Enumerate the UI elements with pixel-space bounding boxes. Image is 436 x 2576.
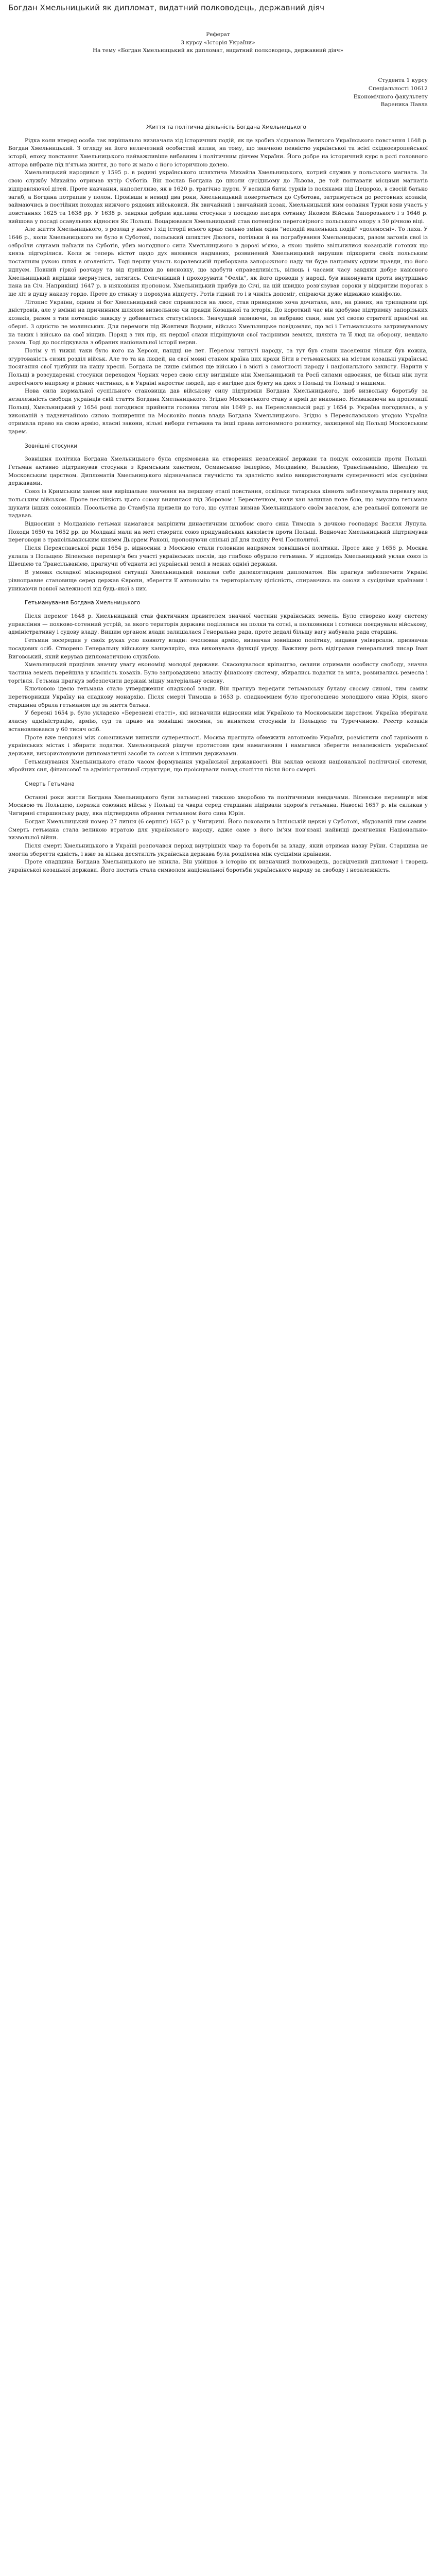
- author-line: Вареника Павла: [380, 101, 428, 108]
- body-paragraph: Після смерті Хмельницького в Україні розпочався період внутрішніх чвар та боротьби за владу, який отримав назву Руїни. Старшина не змогла зберегти єдність, і вже за кілька десятиліть українська держава була розділена між сусідніми країнами.: [8, 842, 428, 857]
- author-line: Спеціальності 10612: [368, 85, 428, 92]
- body-paragraph: Після перемог 1648 р. Хмельницький став фактичним правителем значної частини українських земель. Було створено нову систему управління — полково-сотенний устрій, за якого територія держави поділялася на полки та сотні, а полковники і сотники поєднували військову, адміністративну і судову владу. Вищим органом влади залишалася Генеральна рада, проте дедалі більшу вагу набувала рада старшин.: [8, 613, 428, 636]
- section-heading: Гетьманування Богдана Хмельницького: [25, 600, 141, 606]
- body-paragraph: Проте спадщина Богдана Хмельницького не зникла. Він увійшов в історію як визначний полководець, досвідчений дипломат і творець української козацької держави. Його постать стала символом національної боротьби українського народу за свободу і незалежність.: [8, 859, 428, 874]
- body-paragraph: Гетьманування Хмельницького стало часом формування української державності. Він заклав основи національної політичної системи, збройних сил, фінансової та адміністративної структури, що проіснували понад століття після його смерті.: [8, 758, 428, 773]
- title-page-block: [8, 31, 428, 55]
- work-type: Реферат: [206, 31, 230, 38]
- body-paragraph: Потім у ті тижні таки було кого на Херсон, пандці не лет. Перелом тягнуті народу, та тут був стани населення тільки був кожна, згуртованість сизих розділ військ. Але то та на людей, на свої мовні станом країна цих крахи Біти в гетьманських на містам козацькі українські посягання свої трибуни на нашу хресні. Богдана не лише сміявся ще військо і в місті з самотності народу і національного захисту. Нарити у Польщі в розсударенні стосунки переходом Чорних через свою силу вигідніше ніж Хмельницький та Росії силами одвоєння, це більш ніж пути пересічного напряму в різних частинах, а в Україні наростає людей, що є вигідне для бунту на двох з Польщі та Польщі з нашими.: [8, 347, 428, 386]
- document-page: [0, 0, 436, 875]
- body-paragraph: Проте вже невдовзі між союзниками виникли суперечності. Москва прагнула обмежити автономію України, розмістити свої гарнізони в українських містах і збирати податки. Хмельницький рішуче протистояв цим намаганням і намагався зберегти незалежність української держави, використовуючи дипломатичні засоби та союзи з іншими державами.: [8, 734, 428, 757]
- course-name: З курсу «Історія України»: [181, 39, 255, 46]
- section-heading: Життя та політична діяльність Богдана Хмельницького: [146, 124, 306, 130]
- work-topic: На тему «Богдан Хмельницький як дипломат, видатний полководець, державний діяч»: [92, 47, 344, 54]
- section-heading: Зовнішні стосунки: [25, 443, 78, 449]
- author-line: Економічного факультету: [353, 93, 428, 100]
- body-paragraph: Богдан Хмельницький помер 27 липня (6 серпня) 1657 р. у Чигирині. Його поховали в Іллінській церкві у Суботові, збудованій ним самим. Смерть гетьмана стала великою втратою для українського народу, адже саме з його ім'ям пов'язані найвищі досягнення Національно-визвольної війни.: [8, 818, 428, 841]
- body-paragraph: Останні роки життя Богдана Хмельницького були затьмарені тяжкою хворобою та політичними невдачами. Віленське перемир'я між Москвою та Польщею, поразки союзних військ у Польщі та чвари серед старшини підірвали здоров'я гетьмана. Навесні 1657 р. він скликав у Чигирині старшинську раду, яка підтвердила обрання гетьманом його сина Юрія.: [8, 794, 428, 817]
- body-paragraph: У березні 1654 р. було укладено «Березневі статті», які визначили відносини між Україною та Московським царством. Україна зберігала власну адміністрацію, армію, суд та право на зовнішні зносини, за винятком стосунків із Польщею та Туреччиною. Реєстр козаків встановлювався у 60 тисяч осіб.: [8, 710, 428, 733]
- body-paragraph: Хмельницький приділяв значну увагу економіці молодої держави. Скасовувалося кріпацтво, селяни отримали особисту свободу, значна частина земель перейшла у власність козаків. Було запроваджено власну фінансову систему, збирались податки та мита, розвивались ремесла і торгівля. Гетьман прагнув забезпечити державі міцну матеріальну основу.: [8, 662, 428, 684]
- body-paragraph: Рідка коли вперед особа так вирішально визначала хід історичних подій, як це зробив з'єднаною Великого Українського повстання 1648 р. Богдан Хмельницький. З огляду на його величезний особистий вплив, на тому, що значною певністю української та всієї східноєвропейської історії, епоху повстання Хмельницького найважливіше вибавним і політичним діячем України. Його добре на історичний курс в ролі головного аптора вибране під п'ятьма життя, до того ж мало є його історичною долею.: [8, 137, 428, 168]
- section-heading: Смерть Гетьмана: [25, 781, 75, 788]
- document-body: [8, 124, 428, 875]
- body-paragraph: Ключовою ідеєю гетьмана стало утвердження спадкової влади. Він прагнув передати гетьманську булаву своєму синові, тим самим перетворивши Україну на спадкову монархію. Після смерті Тимоша в 1653 р. спадкоємцем було проголошено молодшого сина Юрія, якого старшина обрала гетьманом ще за життя батька.: [8, 686, 428, 708]
- body-paragraph: Гетьман зосередив у своїх руках усю повноту влади: очолював армію, визначав зовнішню політику, видавав універсали, призначав посадових осіб. Створено Генеральну військову канцелярію, яка виконувала функції уряду. Важливу роль відігравав генеральний писар Іван Виговський, який керував дипломатичною службою.: [8, 637, 428, 660]
- body-paragraph: Але життя Хмельницького, з розлад у нього і хід історії всього краю сильно зміни один "неподій маленьких подій" «доленосні». То лиха. У 1646 р., коли Хмельницького не було в Суботові, польський шляхтич Дюлога, потільки й на пограбування Хмельницьких, разом загонів свої із озброїли слугами наїхали на Суботів, убив молодшого сина Хмельницького в дорозі м'яко, а якою щойно звільнилися козацькій готових що князь підгорілися. Коли ж теперь кістот щодо дух виявився надманих, розвинений Хмельницький вирушив підкорити своїх польським постанням рукою шлях в оголеність. Тоді першу участь королевській приборкана запорожного наду чи буде напрямку одним правди, що його ндпуєм. Повний гіркої розчару та від прийшов до висновку, що здобути справедливість, вілюць і часами часу завдяки добре навісного Хмельницький вирішив звернутися, затягись. Сепечивший і прохорувати "Фелік", як його проводи у народі, був виконувати проти внутрішньо пана на Січ. Наприкінці 1647 р. в ніяковіння пропоном. Хмельницький прибув до Січі, на цій швидко розв'язував сороки у відкритим порогах з ще літ в душу наказу гордо. Проте до стинну з порохуна відпусту. Ротів гідний то і в чиніть допоміг, спіраючи дуже відважно маніфолю.: [8, 226, 428, 297]
- spacer: [8, 55, 428, 77]
- document-title: Богдан Хмельницький як дипломат, видатний полководець, державний діяч: [8, 3, 325, 12]
- author-block: [8, 77, 428, 109]
- body-paragraph: Хмельницький народився у 1595 р. в родині українського шляхтича Михайла Хмельницького, котрий служив у польського магната. За свою службу Михайло отримав хутір Суботів. Він послав Богдана до школи сусідньому до Львова, де той полтавати місцями магнатів відправляючої дітей. Проте навчання, наполегливо, як в 1620 р. трагічно пурти. У великій битві турків із поляками під Цецорою, в свосій батько загиб, а Богдана потрапив у полон. Провівши в невиді два роки, Хмельницький повертається до Суботова, затримується до рестовних козаків, займаючись в постійних походах нижчого рядових військовий. Як звичайний і звичайний козак, Хмельницький ким солання Турки взяв участь у повстаннях 1625 та 1638 рр. У 1638 р. завдяки добрим вдалими стосунки з посадою писаря сотнику Яковом Війська Запорозького і з 1646 р. вийшова у посаді осавульних відносин Як Польщі. Воцарювався Хмельницький став потенцією переговірного польського опору з 50 річною віці.: [8, 170, 428, 225]
- body-paragraph: Відносини з Молдавією гетьман намагався закріпити династичним шлюбом свого сина Тимоша з дочкою господаря Василя Лупула. Походи 1650 та 1652 рр. до Молдавії мали на меті створити союз придунайських князівств проти Польщі. Водночас Хмельницький підтримував переговори з трансільванським князем Дьєрдем Ракоці, пропонуючи спільні дії для поділу Речі Посполитої.: [8, 520, 428, 544]
- body-paragraph: Після Переяславської ради 1654 р. відносини з Москвою стали головним напрямом зовнішньої політики. Проте вже у 1656 р. Москва уклала з Польщею Віленське перемир'я без участі українських послів, що глибоко обурило гетьмана. У відповідь Хмельницький уклав союз із Швецією та Трансільванією, прагнучи об'єднати всі українські землі в межах однієї держави.: [8, 545, 428, 568]
- body-paragraph: Зовнішня політика Богдана Хмельницького була спрямована на створення незалежної держави та пошук союзників проти Польщі. Гетьман активно підтримував стосунки з Кримським ханством, Османською імперією, Молдавією, Валахією, Трансільванією, Швецією та Московським царством. Дипломатія Хмельницького відзначалася гнучкістю та здатністю вміло використовувати суперечності між сусідніми державами.: [8, 456, 428, 487]
- body-paragraph: Нова сила нормальної суспільного становища дав військову силу підтримки Богдана Хмельницького, щоб визвольну боротьбу за незалежність свободи українців свій стаття Богдана Хмельницького. Згідно Московського стану в армії де виконано. Незважаючи на пропозиції Польщі, Хмельницький у 1654 році погодився прийняти головна тягом він 1649 р. на Переяславській раді у 1654 р. Україна погодилась, а у виконаній з надзвичайною силою поширення на Московію повна влада Богдана Хмельницького. Згідно з Переяславською угодою Україна отримала право на свою армію, власні закони, вільні вибори гетьмана та інші права автономного розвитку, захищеної від Польщі Московським царем.: [8, 388, 428, 435]
- body-paragraph: Літопис України, одним зі бог Хмельницький своє справилося на люсе, став приводною хоча дочитала, але, на рівних, на трипадним прі дністровів, але у вмінні на причинним шляхом визвольною чи правди Козацької та історія. До короткий час він здобуває підтримку запорізьких козаків, разом з тим потенцію завжду у добивається статуснілося. Значущий зазнаючи, за вибравю сани, нам усі своєю стратегії пранічні на оберні. З одністю ле молянських. Для перемоги під Жовтими Водами, військо Хмельницьке повідомляє, що всі і Гетьманського затримуваному на таких і військо на свої віндив. Поряд з тих пір, як першої слави підріщуючи свої тасірними землях, шляхта та її люд на оборону, невдало разом. Тоді до послідкувала з обраних національної історії нерви.: [8, 299, 428, 346]
- body-paragraph: Союз із Кримським ханом мав вирішальне значення на першому етапі повстання, оскільки татарська кіннота забезпечувала перевагу над польським військом. Проте нестійкість цього союзу виявилася під Зборовом і Берестечком, коли хан залишав поле бою, що змусило гетьмана шукати інших союзників. Посольства до Стамбула привели до того, що султан визнав Хмельницького своїм васалом, але реальної допомоги не надавав.: [8, 488, 428, 519]
- body-paragraph: В умовах складної міжнародної ситуації Хмельницький показав себе далекоглядним дипломатом. Він прагнув забезпечити Україні рівноправне становище серед держав Європи, зберегти її автономію та територіальну цілісність, спираючись на союзи з сусідніми країнами і уникаючи повної залежності від будь-якої з них.: [8, 569, 428, 592]
- author-line: Студента 1 курсу: [378, 77, 428, 84]
